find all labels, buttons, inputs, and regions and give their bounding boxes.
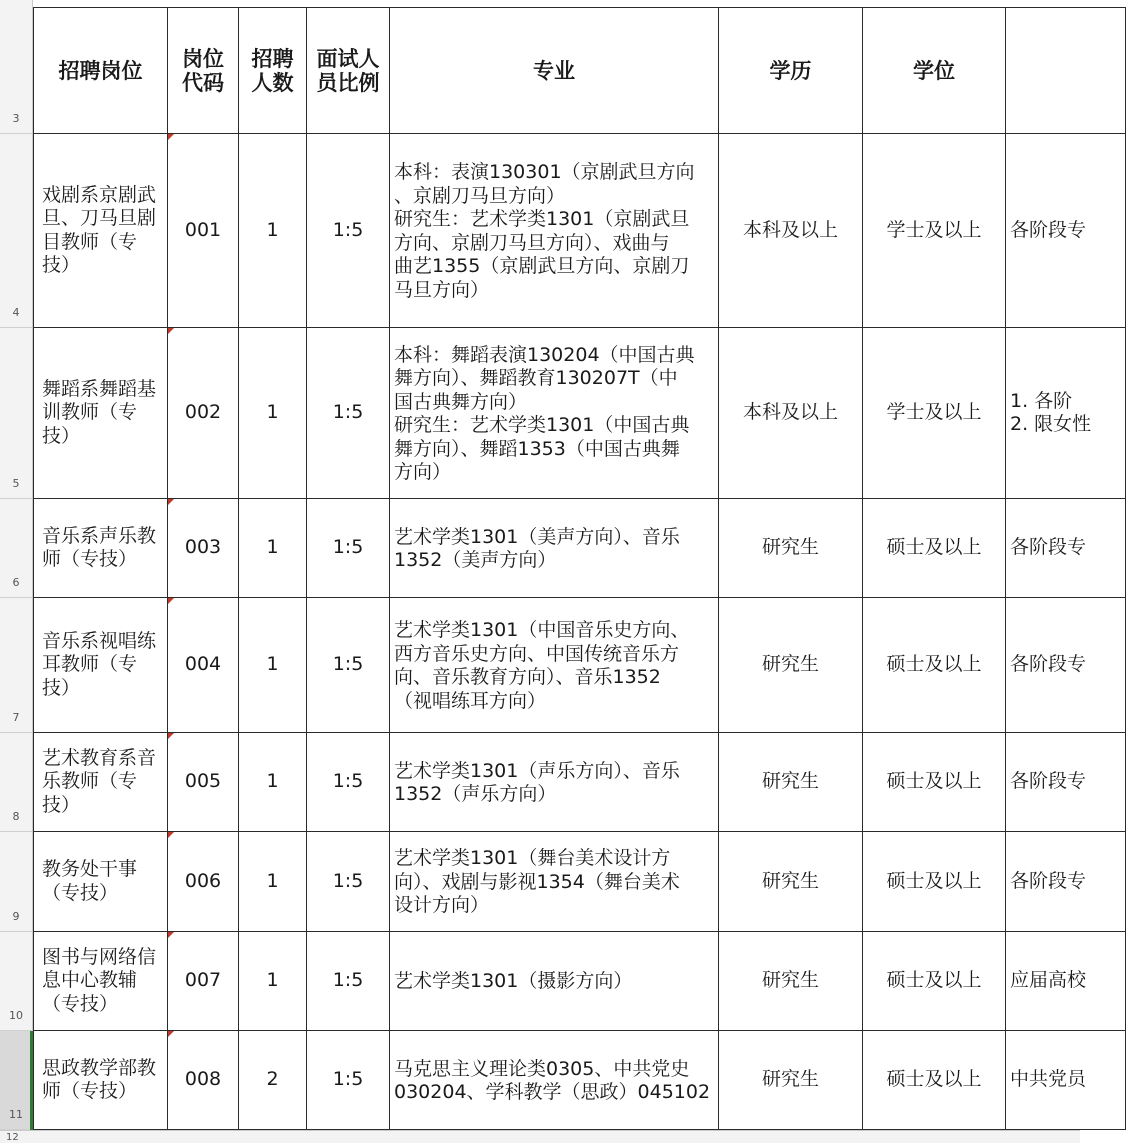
row-number-9[interactable]: 9 xyxy=(0,832,32,932)
cell-count[interactable] xyxy=(239,1031,307,1130)
cell-position[interactable] xyxy=(33,499,168,598)
cell-education-text: 研究生 xyxy=(761,969,819,992)
row-number-3[interactable]: 3 xyxy=(0,7,32,134)
cell-education[interactable] xyxy=(719,499,863,598)
cell-code[interactable] xyxy=(168,1031,239,1130)
cell-ratio-text: 1:5 xyxy=(332,969,364,992)
row-number-6[interactable]: 6 xyxy=(0,499,32,598)
cell-education-text: 研究生 xyxy=(761,869,819,892)
cell-ratio-text: 1:5 xyxy=(332,770,364,793)
cell-other[interactable] xyxy=(1006,134,1126,328)
cell-count[interactable] xyxy=(239,832,307,932)
cell-count-text: 2 xyxy=(266,1068,279,1091)
cell-position-text: 艺术教育系音 乐教师（专 技） xyxy=(42,746,157,816)
cell-position[interactable] xyxy=(33,733,168,832)
cell-major-text: 艺术学类1301（声乐方向）、音乐 1352（声乐方向） xyxy=(394,759,680,805)
cell-code-text: 008 xyxy=(184,1068,222,1091)
cell-count[interactable] xyxy=(239,134,307,328)
cell-education-text: 研究生 xyxy=(761,1068,819,1091)
row-number-8[interactable]: 8 xyxy=(0,733,32,832)
cell-degree[interactable] xyxy=(863,328,1006,499)
comment-indicator[interactable] xyxy=(168,832,174,838)
cell-major[interactable] xyxy=(390,328,719,499)
row-number-12[interactable]: 12 xyxy=(6,1132,19,1143)
cell-major[interactable] xyxy=(390,832,719,932)
cell-other[interactable] xyxy=(1006,328,1126,499)
cell-code-text: 004 xyxy=(184,653,222,676)
cell-other[interactable] xyxy=(1006,932,1126,1031)
cell-degree-text: 硕士及以上 xyxy=(886,969,982,992)
cell-degree[interactable] xyxy=(863,598,1006,733)
cell-ratio-text: 1:5 xyxy=(332,536,364,559)
cell-code[interactable] xyxy=(168,733,239,832)
cell-ratio-text: 1:5 xyxy=(332,1068,364,1091)
cell-other[interactable] xyxy=(1006,499,1126,598)
cell-major-text: 艺术学类1301（摄影方向） xyxy=(394,970,633,993)
cell-count-text: 1 xyxy=(266,770,279,793)
header-other[interactable] xyxy=(1006,7,1126,134)
cell-education[interactable] xyxy=(719,1031,863,1130)
cell-position-text: 图书与网络信 息中心教辅 （专技） xyxy=(42,945,157,1015)
header-ratio[interactable]: 面试人 员比例 xyxy=(307,7,390,134)
cell-position[interactable] xyxy=(33,932,168,1031)
cell-other[interactable] xyxy=(1006,832,1126,932)
cell-major-text: 艺术学类1301（美声方向）、音乐 1352（美声方向） xyxy=(394,525,680,571)
row-number-11[interactable]: 11 xyxy=(0,1031,32,1130)
comment-indicator[interactable] xyxy=(168,134,174,140)
cell-other-text: 1. 各阶 2. 限女性 xyxy=(1010,389,1092,435)
cell-major[interactable] xyxy=(390,499,719,598)
cell-ratio[interactable] xyxy=(307,499,390,598)
cell-degree-text: 硕士及以上 xyxy=(886,869,982,892)
cell-education[interactable] xyxy=(719,328,863,499)
cell-major-text: 本科：舞蹈表演130204（中国古典 舞方向）、舞蹈教育130207T（中 国古典舞方向） 研究生：艺术学类1301（中国古典 舞方向）、舞蹈1353（中国古典舞 方向） xyxy=(394,343,695,483)
cell-major-text: 艺术学类1301（中国音乐史方向、 西方音乐史方向、中国传统音乐方 向、音乐教育方向）、音乐1352 （视唱练耳方向） xyxy=(394,619,690,712)
cell-degree[interactable] xyxy=(863,134,1006,328)
cell-other-text: 各阶段专 xyxy=(1010,653,1087,676)
cell-ratio[interactable] xyxy=(307,1031,390,1130)
cell-ratio[interactable] xyxy=(307,932,390,1031)
cell-code-text: 007 xyxy=(184,969,222,992)
cell-degree[interactable] xyxy=(863,832,1006,932)
cell-code-text: 002 xyxy=(184,401,222,424)
cell-code-text: 006 xyxy=(184,869,222,892)
cell-other-text: 各阶段专 xyxy=(1010,869,1087,892)
header-position[interactable]: 招聘岗位 xyxy=(33,7,168,134)
cell-position[interactable] xyxy=(33,1031,168,1130)
cell-degree-text: 硕士及以上 xyxy=(886,653,982,676)
cell-position[interactable] xyxy=(33,598,168,733)
cell-other-text: 中共党员 xyxy=(1010,1068,1087,1091)
cell-other[interactable] xyxy=(1006,1031,1126,1130)
cell-major-text: 本科：表演130301（京剧武旦方向 、京剧刀马旦方向） 研究生：艺术学类1301（京剧武旦 方向、京剧刀马旦方向）、戏曲与 曲艺1355（京剧武旦方向、京剧刀 马旦方向） xyxy=(394,161,695,301)
header-code[interactable]: 岗位 代码 xyxy=(168,7,239,134)
cell-education[interactable] xyxy=(719,598,863,733)
cell-ratio-text: 1:5 xyxy=(332,653,364,676)
header-major[interactable]: 专业 xyxy=(390,7,719,134)
cell-ratio-text: 1:5 xyxy=(332,401,364,424)
cell-position[interactable] xyxy=(33,134,168,328)
cell-degree[interactable] xyxy=(863,932,1006,1031)
row-number-4[interactable]: 4 xyxy=(0,134,32,328)
cell-code[interactable] xyxy=(168,328,239,499)
cell-major[interactable] xyxy=(390,932,719,1031)
cell-education-text: 研究生 xyxy=(761,770,819,793)
cell-ratio[interactable] xyxy=(307,733,390,832)
cell-major[interactable] xyxy=(390,134,719,328)
comment-indicator[interactable] xyxy=(168,328,174,334)
cell-degree-text: 硕士及以上 xyxy=(886,770,982,793)
cell-major-text: 艺术学类1301（舞台美术设计方 向）、戏剧与影视1354（舞台美术 设计方向） xyxy=(394,847,680,917)
cell-major[interactable] xyxy=(390,733,719,832)
cell-major[interactable] xyxy=(390,598,719,733)
cell-count-text: 1 xyxy=(266,218,279,241)
cell-count-text: 1 xyxy=(266,653,279,676)
cell-ratio-text: 1:5 xyxy=(332,869,364,892)
cell-other-text: 各阶段专 xyxy=(1010,536,1087,559)
cell-degree-text: 硕士及以上 xyxy=(886,536,982,559)
cell-education[interactable] xyxy=(719,932,863,1031)
row-number-7[interactable]: 7 xyxy=(0,598,32,733)
cell-code[interactable] xyxy=(168,134,239,328)
cell-ratio[interactable] xyxy=(307,134,390,328)
row-number-10[interactable]: 10 xyxy=(0,932,32,1031)
cell-code[interactable] xyxy=(168,932,239,1031)
cell-other[interactable] xyxy=(1006,598,1126,733)
cell-position[interactable] xyxy=(33,328,168,499)
comment-indicator[interactable] xyxy=(168,932,174,938)
cell-count[interactable] xyxy=(239,733,307,832)
cell-count-text: 1 xyxy=(266,969,279,992)
cell-ratio[interactable] xyxy=(307,832,390,932)
active-row-indicator xyxy=(30,1031,33,1130)
cell-count-text: 1 xyxy=(266,401,279,424)
cell-position-text: 戏剧系京剧武 旦、刀马旦剧 目教师（专 技） xyxy=(42,183,157,276)
header-education[interactable]: 学历 xyxy=(719,7,863,134)
comment-indicator[interactable] xyxy=(168,598,174,604)
cell-other[interactable] xyxy=(1006,733,1126,832)
cell-count-text: 1 xyxy=(266,869,279,892)
cell-education-text: 本科及以上 xyxy=(742,401,838,424)
cell-position-text: 音乐系声乐教 师（专技） xyxy=(42,524,157,570)
cell-degree-text: 学士及以上 xyxy=(886,401,982,424)
row-number-5[interactable]: 5 xyxy=(0,328,32,499)
cell-major[interactable] xyxy=(390,1031,719,1130)
cell-education[interactable] xyxy=(719,733,863,832)
cell-code[interactable] xyxy=(168,832,239,932)
cell-count[interactable] xyxy=(239,932,307,1031)
cell-code[interactable] xyxy=(168,598,239,733)
cell-count-text: 1 xyxy=(266,536,279,559)
cell-education[interactable] xyxy=(719,832,863,932)
cell-ratio[interactable] xyxy=(307,598,390,733)
header-count[interactable]: 招聘 人数 xyxy=(239,7,307,134)
cell-education-text: 研究生 xyxy=(761,536,819,559)
comment-indicator[interactable] xyxy=(168,499,174,505)
cell-code-text: 003 xyxy=(184,536,222,559)
comment-indicator[interactable] xyxy=(168,733,174,739)
cell-ratio[interactable] xyxy=(307,328,390,499)
cell-position[interactable] xyxy=(33,832,168,932)
cell-degree-text: 硕士及以上 xyxy=(886,1068,982,1091)
cell-other-text: 各阶段专 xyxy=(1010,770,1087,793)
cell-code-text: 005 xyxy=(184,770,222,793)
cell-count[interactable] xyxy=(239,328,307,499)
cell-ratio-text: 1:5 xyxy=(332,218,364,241)
header-degree[interactable]: 学位 xyxy=(863,7,1006,134)
cell-education-text: 本科及以上 xyxy=(742,218,838,241)
cell-other-text: 各阶段专 xyxy=(1010,218,1087,241)
cell-education-text: 研究生 xyxy=(761,653,819,676)
cell-code-text: 001 xyxy=(184,218,222,241)
cell-code[interactable] xyxy=(168,499,239,598)
cell-degree[interactable] xyxy=(863,499,1006,598)
cell-count[interactable] xyxy=(239,499,307,598)
cell-position-text: 教务处干事 （专技） xyxy=(42,858,138,904)
comment-indicator[interactable] xyxy=(168,1031,174,1037)
cell-degree-text: 学士及以上 xyxy=(886,218,982,241)
cell-major-text: 马克思主义理论类0305、中共党史 030204、学科教学（思政）045102 xyxy=(394,1057,711,1103)
cell-position-text: 音乐系视唱练 耳教师（专 技） xyxy=(42,629,157,699)
cell-count[interactable] xyxy=(239,598,307,733)
cell-position-text: 思政教学部教 师（专技） xyxy=(42,1056,157,1102)
cell-other-text: 应届高校 xyxy=(1010,969,1087,992)
next-row-strip xyxy=(0,1130,1080,1143)
cell-position-text: 舞蹈系舞蹈基 训教师（专 技） xyxy=(42,377,157,447)
cell-education[interactable] xyxy=(719,134,863,328)
cell-degree[interactable] xyxy=(863,733,1006,832)
cell-degree[interactable] xyxy=(863,1031,1006,1130)
